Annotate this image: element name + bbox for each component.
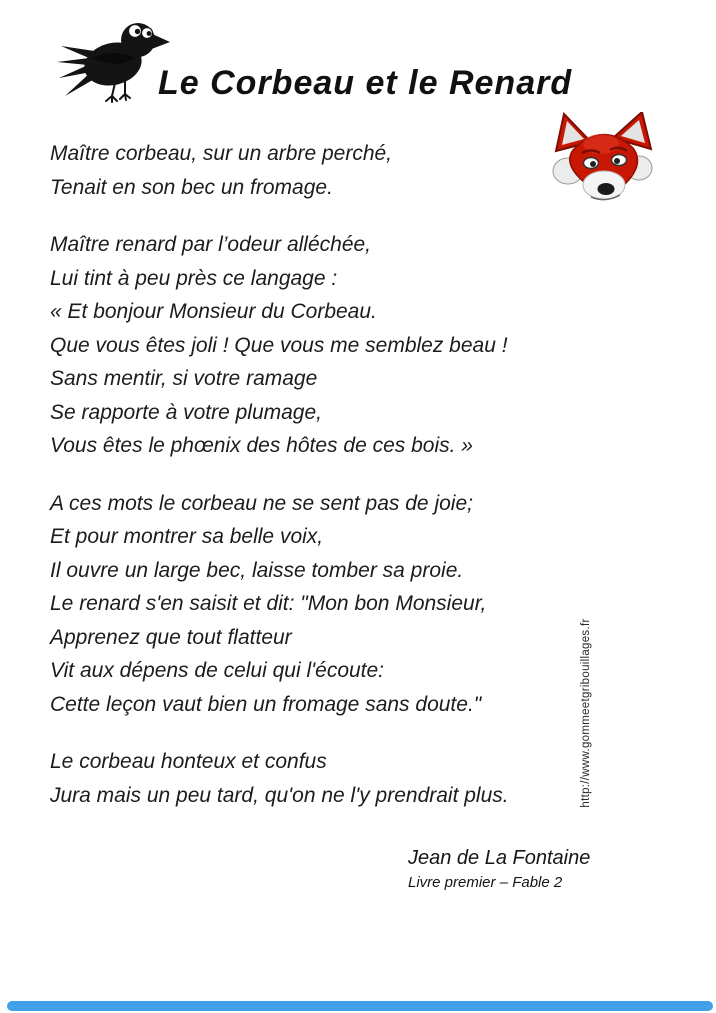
poem-line: Vous êtes le phœnix des hôtes de ces bois. » xyxy=(50,434,473,457)
poem-line: Maître renard par l’odeur alléchée, xyxy=(50,233,372,256)
poem-stanza xyxy=(50,228,580,463)
poem-line: Lui tint à peu près ce langage : xyxy=(50,266,338,290)
poem-stanza xyxy=(50,487,580,722)
poem-line: Cette leçon vaut bien un fromage sans doute." xyxy=(50,692,482,716)
page-title: Le Corbeau et le Renard xyxy=(158,64,573,102)
poem-line: Que vous êtes joli ! Que vous me semblez beau ! xyxy=(50,333,508,357)
attribution xyxy=(408,845,590,895)
watermark-url: http://www.gommeetgribouillages.fr xyxy=(580,618,592,808)
poem xyxy=(50,137,580,836)
poem-line: Tenait en son bec un fromage. xyxy=(50,175,333,199)
crow-illustration xyxy=(55,12,170,104)
poem-line: A ces mots le corbeau ne se sent pas de joie; xyxy=(50,491,473,515)
source-reference: Livre premier – Fable 2 xyxy=(408,874,563,891)
poem-line: Et pour montrer sa belle voix, xyxy=(50,525,324,548)
poem-line: Le corbeau honteux et confus xyxy=(50,750,327,773)
poem-line: Apprenez que tout flatteur xyxy=(50,625,292,649)
poem-line: « Et bonjour Monsieur du Corbeau. xyxy=(50,300,377,323)
horizontal-scrollbar[interactable] xyxy=(7,1001,713,1011)
poem-line: Jura mais un peu tard, qu'on ne l'y prendrait plus. xyxy=(50,783,509,807)
poem-stanza xyxy=(50,745,580,812)
poem-line: Maître corbeau, sur un arbre perché, xyxy=(50,142,393,165)
crow-icon xyxy=(55,12,170,104)
poem-stanza xyxy=(50,137,580,204)
poem-line: Se rapporte à votre plumage, xyxy=(50,400,322,424)
author-name: Jean de La Fontaine xyxy=(408,847,591,869)
poem-line: Il ouvre un large bec, laisse tomber sa proie. xyxy=(50,558,464,582)
poem-line: Sans mentir, si votre ramage xyxy=(50,367,318,390)
poem-line: Vit aux dépens de celui qui l'écoute: xyxy=(50,659,385,682)
poem-line: Le renard s'en saisit et dit: "Mon bon Monsieur, xyxy=(50,592,487,615)
